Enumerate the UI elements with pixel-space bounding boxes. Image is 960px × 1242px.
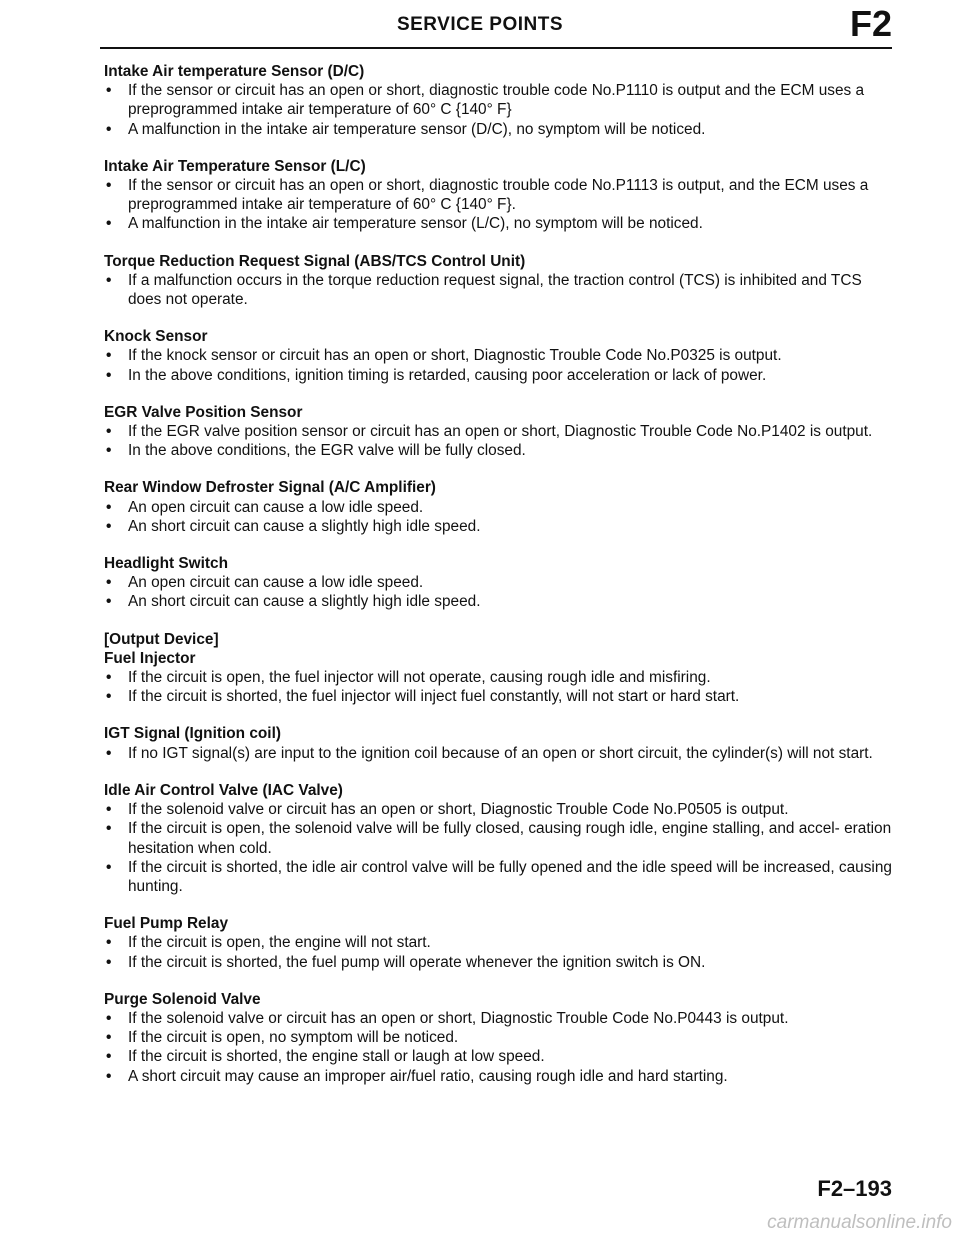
bullet-icon: • bbox=[106, 801, 112, 819]
bullet-list bbox=[104, 346, 894, 384]
bullet-list bbox=[104, 498, 894, 536]
section-heading: Torque Reduction Request Signal (ABS/TCS Control Unit) bbox=[104, 252, 526, 270]
bullet-icon: • bbox=[106, 1029, 112, 1047]
list-item bbox=[104, 346, 894, 365]
list-item-text: A malfunction in the intake air temperature sensor (L/C), no symptom will be noticed. bbox=[128, 215, 703, 233]
list-item-text: If the circuit is shorted, the fuel pump will operate whenever the ignition switch is ON. bbox=[128, 953, 706, 971]
list-item-text: If the sensor or circuit has an open or short, diagnostic trouble code No.P1113 is output, and the ECM uses a preprogrammed intake air temperature of 60° C {140° F}. bbox=[128, 177, 869, 214]
list-item bbox=[104, 1067, 894, 1086]
bullet-icon: • bbox=[106, 593, 112, 611]
page-title: SERVICE POINTS bbox=[396, 14, 564, 35]
section-heading: Fuel Pump Relay bbox=[104, 915, 229, 933]
list-item-text: If the circuit is shorted, the idle air control valve will be fully opened and the idle speed will be increased, causing hunting. bbox=[128, 858, 892, 895]
list-item bbox=[104, 800, 894, 819]
list-item bbox=[104, 271, 894, 309]
list-item-text: An open circuit can cause a low idle speed. bbox=[128, 498, 424, 516]
list-item bbox=[104, 81, 894, 119]
bullet-list bbox=[104, 573, 894, 611]
bullet-icon: • bbox=[106, 574, 112, 592]
list-item-text: A malfunction in the intake air temperature sensor (D/C), no symptom will be noticed. bbox=[128, 120, 706, 138]
list-item bbox=[104, 933, 894, 952]
page-number: F2–193 bbox=[817, 1176, 892, 1201]
list-item-text: A short circuit may cause an improper air/fuel ratio, causing rough idle and hard starting. bbox=[128, 1067, 728, 1085]
list-item bbox=[104, 176, 894, 214]
list-item-text: If the sensor or circuit has an open or short, diagnostic trouble code No.P1110 is output and the ECM uses a preprogrammed intake air temperature of 60° C {140° F} bbox=[128, 82, 865, 119]
section bbox=[104, 990, 894, 1086]
list-item bbox=[104, 953, 894, 972]
bullet-icon: • bbox=[106, 347, 112, 365]
list-item-text: If the EGR valve position sensor or circuit has an open or short, Diagnostic Trouble Code No.P1402 is output. bbox=[128, 423, 873, 441]
section-heading: Headlight Switch bbox=[104, 555, 228, 573]
list-item bbox=[104, 1009, 894, 1028]
list-item bbox=[104, 573, 894, 592]
bullet-list bbox=[104, 176, 894, 234]
section-heading: [Output Device] bbox=[104, 630, 219, 648]
list-item bbox=[104, 120, 894, 139]
bullet-icon: • bbox=[106, 366, 112, 384]
list-item-text: If the circuit is open, the engine will not start. bbox=[128, 934, 431, 952]
list-item bbox=[104, 668, 894, 687]
bullet-list bbox=[104, 81, 894, 139]
list-item-text: An open circuit can cause a low idle speed. bbox=[128, 574, 424, 592]
bullet-list bbox=[104, 800, 894, 896]
list-item-text: An short circuit can cause a slightly high idle speed. bbox=[128, 593, 481, 611]
list-item bbox=[104, 592, 894, 611]
list-item-text: If the solenoid valve or circuit has an open or short, Diagnostic Trouble Code No.P0443 is output. bbox=[128, 1009, 789, 1027]
list-item-text: If the circuit is shorted, the engine stall or laugh at low speed. bbox=[128, 1048, 545, 1066]
section-heading: EGR Valve Position Sensor bbox=[104, 403, 303, 421]
watermark: carmanualsonline.info bbox=[767, 1212, 952, 1233]
section bbox=[104, 781, 894, 896]
section-heading: IGT Signal (Ignition coil) bbox=[104, 725, 281, 743]
section bbox=[104, 630, 894, 707]
bullet-icon: • bbox=[106, 120, 112, 138]
bullet-icon: • bbox=[106, 423, 112, 441]
list-item-text: If the solenoid valve or circuit has an open or short, Diagnostic Trouble Code No.P0505 is output. bbox=[128, 801, 789, 819]
list-item-text: An short circuit can cause a slightly high idle speed. bbox=[128, 517, 481, 535]
section-heading: Intake Air temperature Sensor (D/C) bbox=[104, 63, 365, 80]
list-item-text: If the circuit is shorted, the fuel injector will inject fuel constantly, will not start or hard start. bbox=[128, 688, 740, 706]
bullet-list bbox=[104, 1009, 894, 1086]
list-item bbox=[104, 1028, 894, 1047]
section bbox=[104, 403, 894, 461]
list-item bbox=[104, 1047, 894, 1066]
bullet-icon: • bbox=[106, 1067, 112, 1085]
bullet-icon: • bbox=[106, 1009, 112, 1027]
section bbox=[104, 724, 894, 762]
list-item bbox=[104, 422, 894, 441]
list-item-text: In the above conditions, the EGR valve will be fully closed. bbox=[128, 442, 526, 460]
section bbox=[104, 914, 894, 972]
section bbox=[104, 478, 894, 536]
section-heading: Idle Air Control Valve (IAC Valve) bbox=[104, 781, 343, 799]
bullet-icon: • bbox=[106, 858, 112, 876]
bullet-icon: • bbox=[106, 669, 112, 687]
bullet-list bbox=[104, 744, 894, 763]
document-body bbox=[104, 62, 894, 1104]
list-item-text: If the knock sensor or circuit has an open or short, Diagnostic Trouble Code No.P0325 is output. bbox=[128, 347, 782, 365]
list-item-text: In the above conditions, ignition timing is retarded, causing poor acceleration or lack of power. bbox=[128, 366, 767, 384]
bullet-list bbox=[104, 933, 894, 971]
bullet-icon: • bbox=[106, 271, 112, 289]
bullet-icon: • bbox=[106, 934, 112, 952]
section bbox=[104, 252, 894, 310]
bullet-list bbox=[104, 668, 894, 706]
section-heading: Fuel Injector bbox=[104, 649, 196, 667]
bullet-icon: • bbox=[106, 215, 112, 233]
bullet-icon: • bbox=[106, 820, 112, 838]
list-item bbox=[104, 744, 894, 763]
bullet-icon: • bbox=[106, 442, 112, 460]
bullet-list bbox=[104, 271, 894, 309]
section bbox=[104, 327, 894, 385]
section-heading: Intake Air Temperature Sensor (L/C) bbox=[104, 157, 366, 175]
section-heading: Knock Sensor bbox=[104, 328, 208, 346]
bullet-list bbox=[104, 422, 894, 460]
list-item bbox=[104, 858, 894, 896]
list-item bbox=[104, 366, 894, 385]
list-item bbox=[104, 517, 894, 536]
bullet-icon: • bbox=[106, 517, 112, 535]
bullet-icon: • bbox=[106, 1048, 112, 1066]
header-rule bbox=[100, 47, 892, 49]
list-item bbox=[104, 214, 894, 233]
list-item bbox=[104, 819, 894, 857]
list-item-text: If a malfunction occurs in the torque reduction request signal, the traction control (TCS) is inhibited and TCS does not operate. bbox=[128, 271, 862, 309]
section bbox=[104, 554, 894, 612]
list-item bbox=[104, 498, 894, 517]
bullet-icon: • bbox=[106, 177, 112, 195]
section-heading: Rear Window Defroster Signal (A/C Amplifier) bbox=[104, 479, 436, 497]
bullet-icon: • bbox=[106, 744, 112, 762]
list-item bbox=[104, 687, 894, 706]
bullet-icon: • bbox=[106, 688, 112, 706]
list-item-text: If the circuit is open, the fuel injector will not operate, causing rough idle and misfiring. bbox=[128, 669, 711, 687]
list-item-text: If no IGT signal(s) are input to the ignition coil because of an open or short circuit, the cylinder(s) will not start. bbox=[128, 744, 873, 762]
list-item bbox=[104, 441, 894, 460]
section bbox=[104, 157, 894, 234]
section-heading: Purge Solenoid Valve bbox=[104, 990, 261, 1008]
list-item-text: If the circuit is open, the solenoid valve will be fully closed, causing rough idle, engine stalling, and accel- eration hesitation when cold. bbox=[128, 820, 892, 857]
section bbox=[104, 62, 894, 139]
list-item-text: If the circuit is open, no symptom will be noticed. bbox=[128, 1029, 459, 1047]
bullet-icon: • bbox=[106, 953, 112, 971]
bullet-icon: • bbox=[106, 498, 112, 516]
page-header bbox=[0, 0, 960, 60]
section-code: F2 bbox=[849, 3, 892, 44]
bullet-icon: • bbox=[106, 82, 112, 100]
